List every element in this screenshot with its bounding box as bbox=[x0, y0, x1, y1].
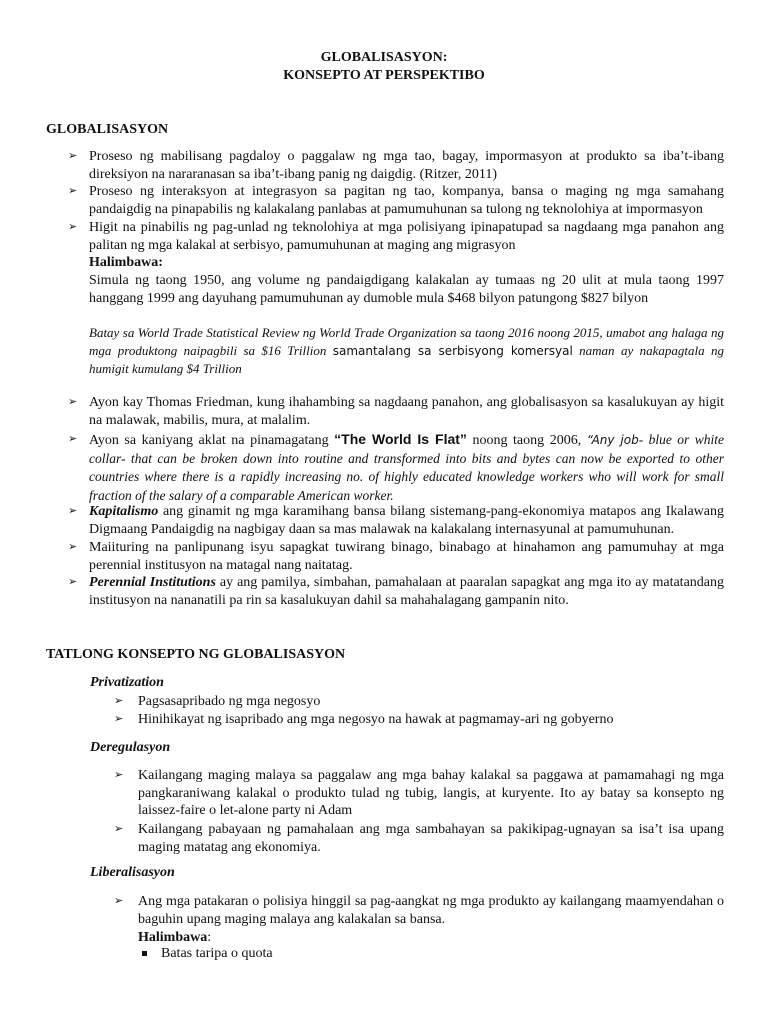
subheading-liberalisasyon: Liberalisasyon bbox=[90, 865, 175, 880]
arrow-bullet-icon: ➢ bbox=[68, 395, 78, 408]
list-item: ➢ Kailangang pabayaan ng pamahalaan ang mga sambahayan sa pakikipag-ugnayan sa isa’t isa upang maging matatag ang ekonomiya. bbox=[114, 822, 724, 855]
doc-title-line2: KONSEPTO AT PERSPEKTIBO bbox=[283, 68, 485, 83]
arrow-bullet-icon: ➢ bbox=[114, 694, 124, 707]
halimbawa-label: Halimbawa: bbox=[89, 255, 163, 270]
arrow-bullet-icon: ➢ bbox=[68, 184, 78, 197]
list-item: ➢ Pagsasapribado ng mga negosyo bbox=[114, 694, 321, 709]
square-bullet-icon bbox=[142, 951, 147, 956]
arrow-bullet-icon: ➢ bbox=[114, 768, 124, 781]
list-item: ➢ Ayon kay Thomas Friedman, kung ihahambing sa nagdaang panahon, ang globalisasyon sa kasalukuyan ay higit na malawak, mabilis, mura, at malalim. bbox=[68, 395, 724, 428]
arrow-bullet-icon: ➢ bbox=[68, 220, 78, 233]
arrow-bullet-icon: ➢ bbox=[68, 575, 78, 588]
list-item: ➢ Perennial Institutions ay ang pamilya, simbahan, pamahalaan at paaralan sapagkat ang mga ito ay matatandang institusyon na nananatili pa rin sa kasalukuyan dahil sa mahahalagang gampanin nito. bbox=[68, 575, 724, 608]
list-item: ➢ Kailangang maging malaya sa paggalaw ang mga bahay kalakal sa paggawa at pamamahagi ng mga pangkaraniwang kalakal o produkto tulad ng tubig, langis, at kuryente. Ito ay batay sa konsepto ng laissez-faire o let-alone party ni Adam bbox=[114, 768, 724, 818]
arrow-bullet-icon: ➢ bbox=[68, 504, 78, 517]
wto-statistic-paragraph: Batay sa World Trade Statistical Review ng World Trade Organization sa taong 2016 noong 2015, umabot ang halaga ng mga produktong naipagbili sa $16 Trillion samantalang sa serbisyong komersyal naman ay nakapagtala ng humigit kumulang $4 Trillion bbox=[89, 325, 725, 376]
halimbawa-text: Simula ng taong 1950, ang volume ng pandaigdigang kalakalan ay tumaas ng 20 ulit at mula taong 1997 hanggang 1999 ang dayuhang pamumuhunan ay dumoble mula $468 bilyon patungong $827 bilyon bbox=[89, 273, 724, 306]
arrow-bullet-icon: ➢ bbox=[68, 540, 78, 553]
doc-title-line1: GLOBALISASYON: bbox=[320, 50, 448, 65]
list-item: ➢ Ang mga patakaran o polisiya hinggil sa pag-aangkat ng mga produkto ay kailangang maamyendahan o baguhin upang maging malaya ang kalakalan sa bansa. bbox=[114, 894, 724, 927]
arrow-bullet-icon: ➢ bbox=[114, 894, 124, 907]
arrow-bullet-icon: ➢ bbox=[114, 712, 124, 725]
section-heading-tatlong-konsepto: TATLONG KONSEPTO NG GLOBALISASYON bbox=[46, 647, 346, 662]
section-heading-globalisasyon: GLOBALISASYON bbox=[46, 122, 169, 137]
arrow-bullet-icon: ➢ bbox=[114, 822, 124, 835]
arrow-bullet-icon: ➢ bbox=[68, 149, 78, 162]
list-item: Batas taripa o quota bbox=[142, 946, 273, 962]
list-item: ➢ Proseso ng interaksyon at integrasyon sa pagitan ng tao, kompanya, bansa o maging ng mga samahang pandaigdig na pinapabilis ng kalakalang panlabas at pamumuhunan sa tulong ng teknolohiya at impormasyon bbox=[68, 184, 724, 217]
list-item: ➢ Proseso ng mabilisang pagdaloy o paggalaw ng mga tao, bagay, impormasyon at produkto sa iba’t-ibang direksiyon na nararanasan sa iba’t-ibang panig ng daigdig. (Ritzer, 2011) bbox=[68, 149, 724, 182]
list-item: ➢ Hinihikayat ng isapribado ang mga negosyo na hawak at pagmamay-ari ng gobyerno bbox=[114, 712, 614, 727]
halimbawa-label-2: Halimbawa: bbox=[138, 930, 212, 945]
list-item: ➢ Kapitalismo ang ginamit ng mga karamihang bansa bilang sistemang-pang-ekonomiya matapos ang Ikalawang Digmaang Pandaigdig na nagbigay daan sa mas malawak na kalakalang internasyunal at pamumuhunan. bbox=[68, 504, 724, 537]
subheading-privatization: Privatization bbox=[90, 675, 164, 690]
subheading-deregulasyon: Deregulasyon bbox=[90, 740, 171, 755]
arrow-bullet-icon: ➢ bbox=[68, 432, 78, 445]
list-item: ➢ Maiituring na panlipunang isyu sapagkat tuwirang binago, binabago at hinahamon ang pamumuhay at mga perennial institusyon na matagal nang naitatag. bbox=[68, 540, 724, 573]
list-item: ➢ Higit na pinabilis ng pag-unlad ng teknolohiya at mga polisiyang ipinapatupad sa nagdaang mga panahon ang palitan ng mga kalakal at serbisyo, pamumuhunan at maging ang migrasyon bbox=[68, 220, 724, 253]
list-item: ➢ Ayon sa kaniyang aklat na pinamagatang “The World Is Flat” noong taong 2006, “Any job- blue or white collar- that can be broken down into routine and transformed into bits and bytes can now be exported to other countries where there is a rapidly increasing no. of highly educated knowledge workers who will work for small fraction of the salary of a comparable American worker. bbox=[68, 431, 725, 503]
